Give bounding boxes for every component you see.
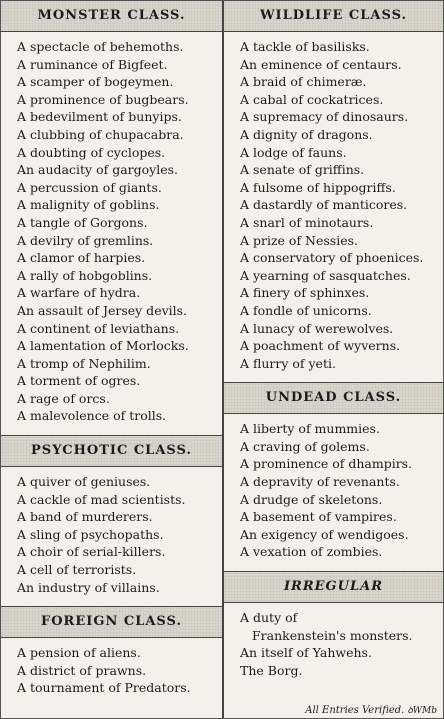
- monster-class-header: MONSTER CLASS.: [1, 1, 222, 32]
- list-item: An audacity of gargoyles.: [17, 162, 178, 178]
- list-item: A band of murderers.: [17, 509, 153, 525]
- list-item: A sling of psychopaths.: [17, 526, 164, 542]
- list-item: A craving of golems.: [240, 438, 370, 454]
- list-item: An assault of Jersey devils.: [17, 302, 188, 318]
- list-item: A prominence of bugbears.: [17, 91, 189, 107]
- list-item: A doubting of cyclopes.: [17, 144, 166, 160]
- list-item: A yearning of sasquatches.: [240, 267, 411, 283]
- list-item: A duty of: [240, 610, 298, 626]
- list-item: A spectacle of behemoths.: [17, 39, 184, 54]
- list-item: An eminence of centaurs.: [240, 56, 402, 72]
- list-item: A continent of leviathans.: [17, 320, 180, 336]
- list-item: A cell of terrorists.: [17, 562, 137, 578]
- foreign-class-list: [1, 638, 222, 701]
- list-item: A drudge of skeletons.: [240, 491, 383, 507]
- list-item: A choir of serial-killers.: [17, 544, 166, 560]
- list-item: A tangle of Gorgons.: [17, 214, 148, 230]
- list-item: An industry of villains.: [17, 579, 160, 595]
- undead-class-list: [224, 414, 443, 565]
- list-item: A depravity of revenants.: [240, 474, 400, 490]
- left-column: [1, 1, 224, 718]
- list-item: A vexation of zombies.: [240, 544, 383, 560]
- psychotic-class-list: [1, 467, 222, 600]
- list-item: A quiver of geniuses.: [17, 474, 151, 490]
- list-item: A lamentation of Morlocks.: [17, 338, 189, 354]
- list-item: A bedevilment of bunyips.: [17, 109, 182, 125]
- list-item: A clamor of harpies.: [17, 250, 146, 266]
- list-item: A tromp of Nephilim.: [17, 355, 151, 371]
- list-item: A rally of hobgoblins.: [17, 267, 153, 283]
- wildlife-class-list: [224, 32, 443, 376]
- list-item: A warfare of hydra.: [17, 285, 141, 301]
- list-item: A clubbing of chupacabra.: [17, 126, 184, 142]
- list-item: A tournament of Predators.: [17, 680, 191, 696]
- list-item: A finery of sphinxes.: [240, 285, 370, 301]
- undead-class-header: UNDEAD CLASS.: [224, 382, 443, 414]
- list-item: A fulsome of hippogriffs.: [240, 179, 396, 195]
- list-item: A percussion of giants.: [17, 179, 162, 195]
- list-item: A conservatory of phoenices.: [240, 250, 424, 266]
- list-item: A cabal of cockatrices.: [240, 91, 384, 107]
- list-item: A lunacy of werewolves.: [240, 320, 394, 336]
- list-item: An itself of Yahwehs.: [240, 645, 372, 661]
- list-item: A pension of aliens.: [17, 645, 141, 661]
- footer-note: All Entries Verified.: [305, 705, 405, 716]
- list-item: A senate of griffins.: [240, 162, 365, 178]
- list-item: A poachment of wyverns.: [240, 338, 401, 354]
- signature: ꝺWMb: [407, 706, 437, 716]
- list-item: A ruminance of Bigfeet.: [17, 56, 168, 72]
- list-item: A malevolence of trolls.: [17, 408, 167, 424]
- irregular-list: [224, 603, 443, 683]
- list-item: A dignity of dragons.: [240, 126, 373, 142]
- list-item: A braid of chimeræ.: [240, 74, 367, 90]
- list-item: A lodge of fauns.: [240, 144, 347, 160]
- list-item: A district of prawns.: [17, 662, 147, 678]
- psychotic-class-header: PSYCHOTIC CLASS.: [1, 435, 222, 467]
- footer: [305, 703, 437, 716]
- list-item: A fondle of unicorns.: [240, 302, 372, 318]
- list-item: A flurry of yeti.: [240, 355, 336, 371]
- list-item: The Borg.: [240, 662, 303, 678]
- list-item: An exigency of wendigoes.: [240, 526, 409, 542]
- list-item: A prize of Nessies.: [240, 232, 359, 248]
- list-item: A devilry of gremlins.: [17, 232, 154, 248]
- list-item: A basement of vampires.: [240, 509, 397, 525]
- right-column: [224, 1, 443, 718]
- list-item: A torment of ogres.: [17, 373, 141, 389]
- list-item: A prominence of dhampirs.: [240, 456, 413, 472]
- list-item: A supremacy of dinosaurs.: [240, 109, 409, 125]
- list-item: A cackle of mad scientists.: [17, 491, 186, 507]
- list-item: A rage of orcs.: [17, 390, 110, 406]
- list-item: A malignity of goblins.: [17, 197, 160, 213]
- list-item: A tackle of basilisks.: [240, 39, 370, 54]
- list-item: Frankenstein's monsters.: [252, 627, 413, 643]
- list-item: A snarl of minotaurs.: [240, 214, 374, 230]
- irregular-header: IRREGULAR: [224, 571, 443, 603]
- list-item: A scamper of bogeymen.: [17, 74, 174, 90]
- list-item: A liberty of mummies.: [240, 421, 380, 437]
- foreign-class-header: FOREIGN CLASS.: [1, 606, 222, 638]
- wildlife-class-header: WILDLIFE CLASS.: [224, 1, 443, 32]
- monster-class-list: [1, 32, 222, 429]
- list-item: A dastardly of manticores.: [240, 197, 408, 213]
